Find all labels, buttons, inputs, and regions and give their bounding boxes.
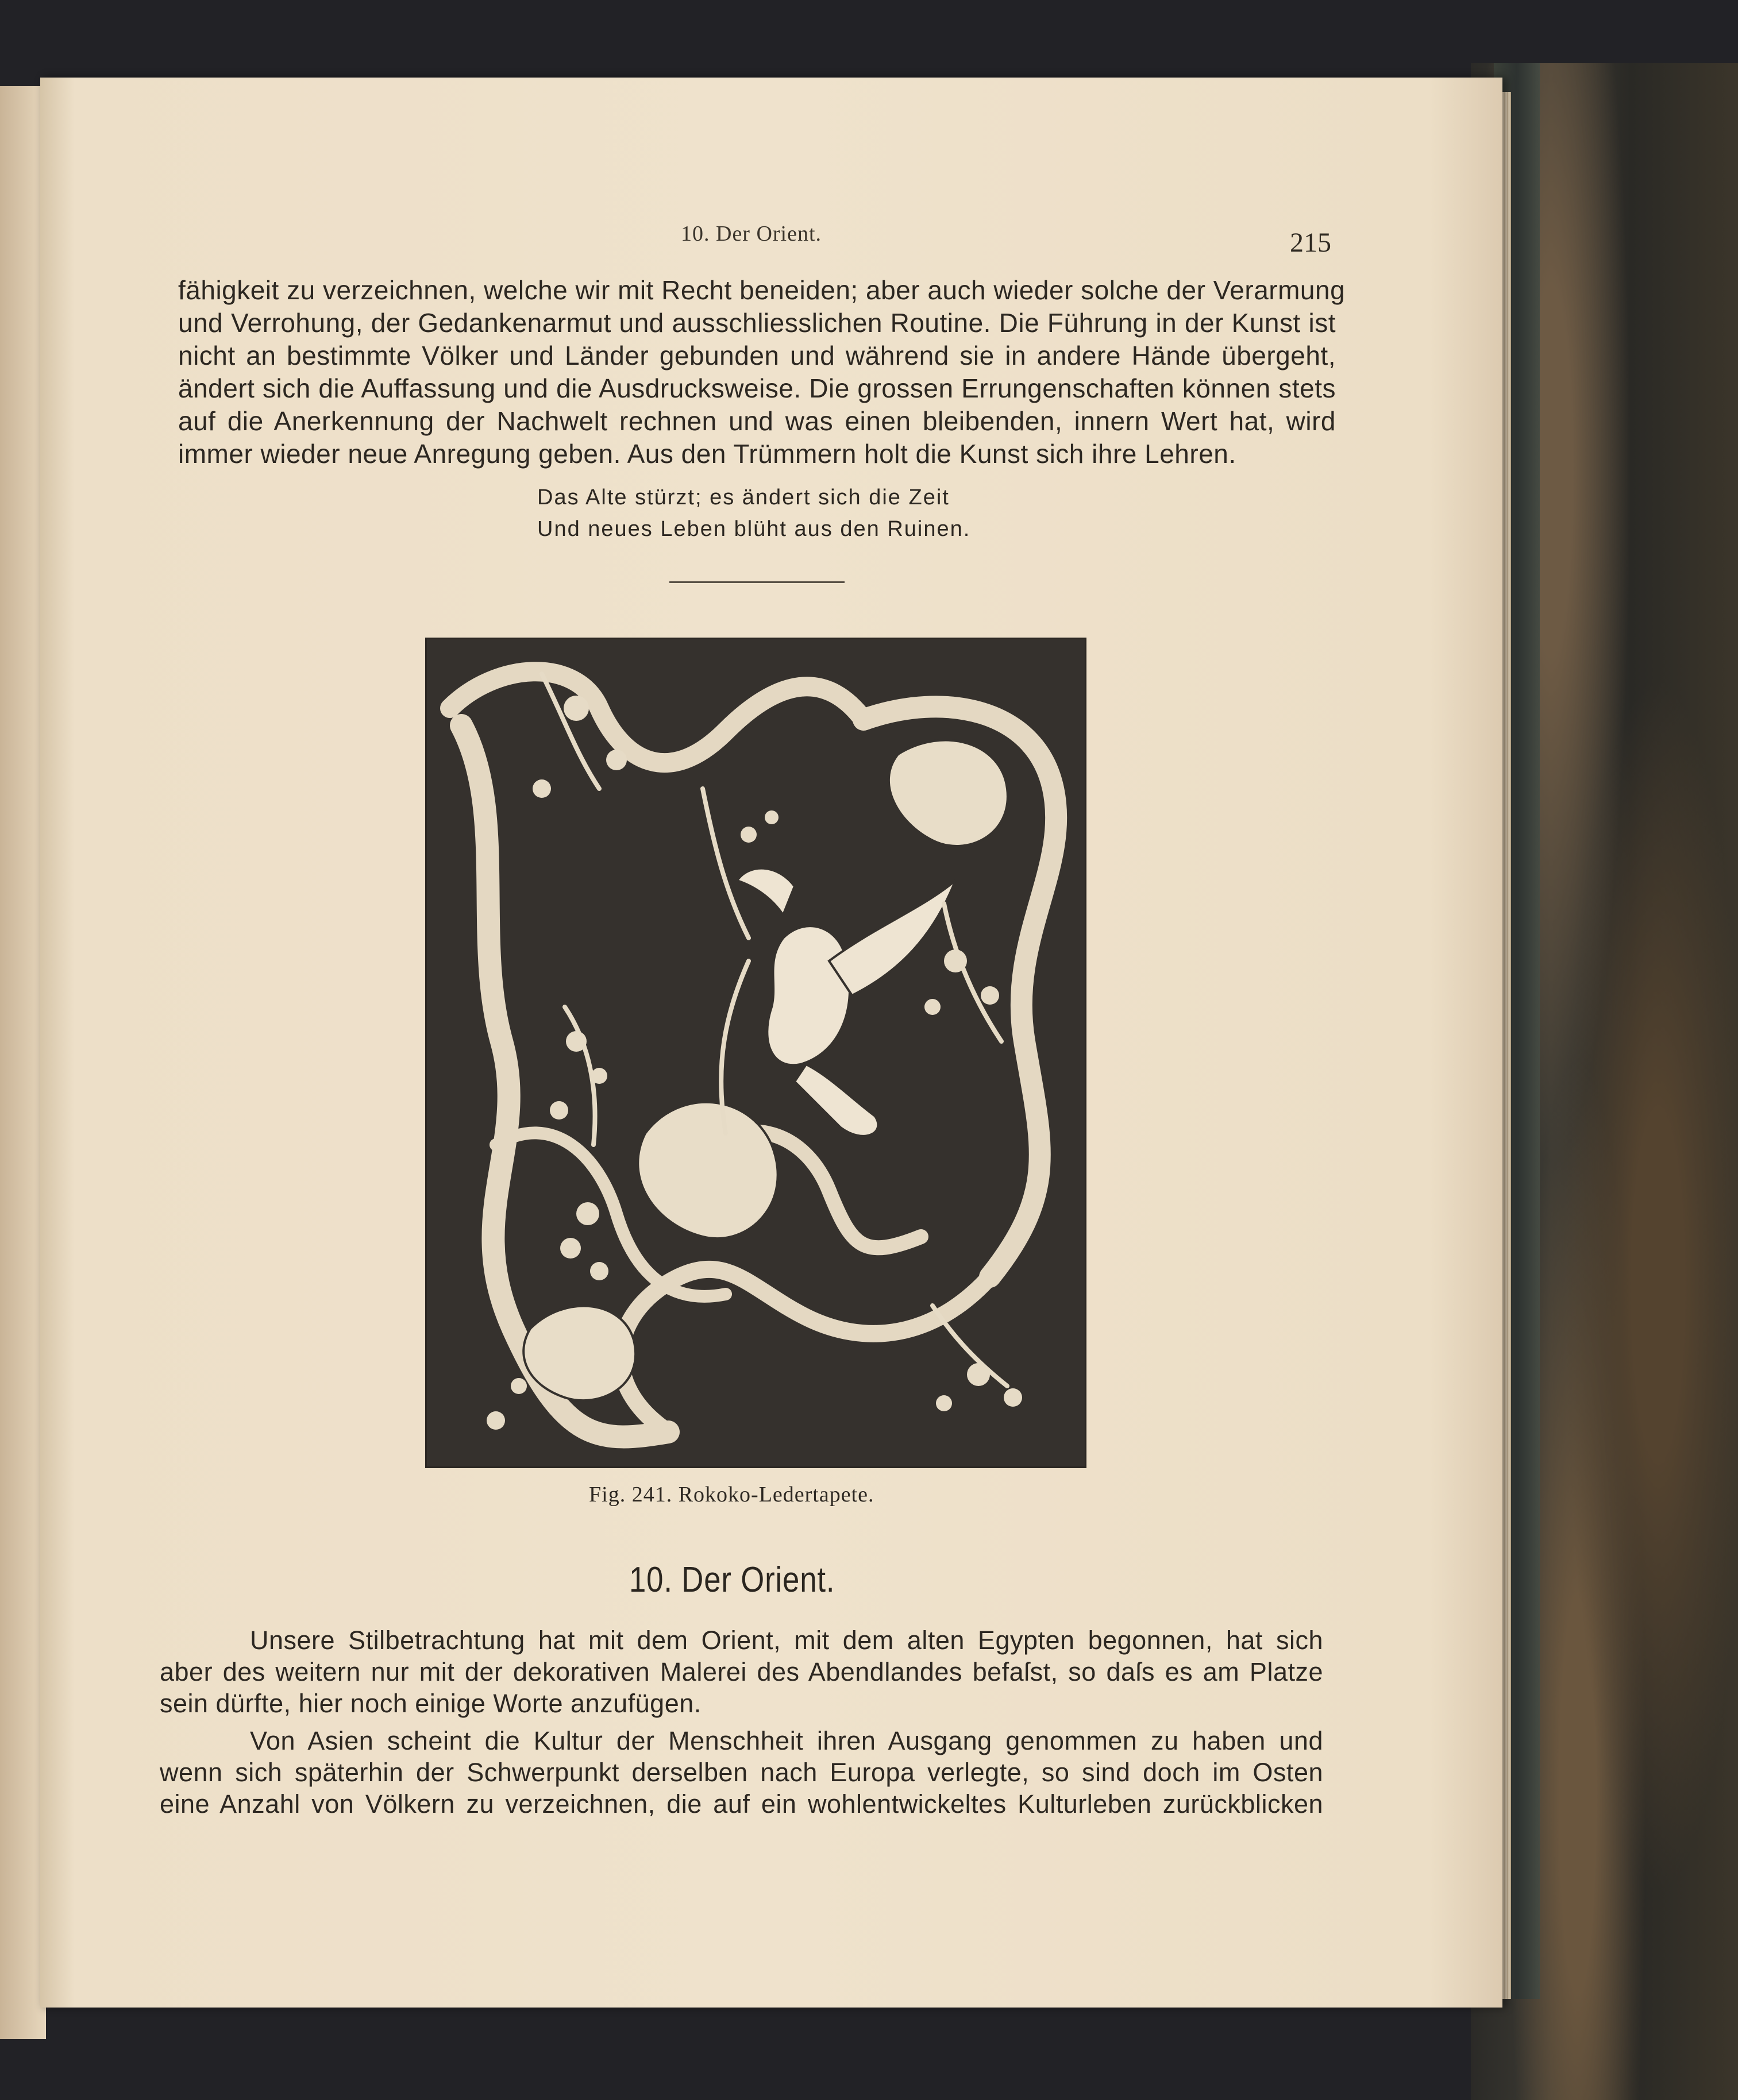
body-line: auf die Anerkennung der Nachwelt rechnen und was einen bleibenden, innern Wert hat, wird	[178, 406, 1336, 436]
paragraph-line: sein dürfte, hier noch einige Worte anzufügen.	[160, 1689, 702, 1718]
page-number: 215	[1290, 227, 1331, 258]
body-line: fähigkeit zu verzeichnen, welche wir mit Recht beneiden; aber auch wieder solche der Verarmung	[178, 275, 1346, 305]
body-line: ändert sich die Auffassung und die Ausdrucksweise. Die grossen Errungenschaften können stets	[178, 373, 1336, 403]
divider-rule	[669, 581, 845, 583]
body-line: immer wieder neue Anregung geben. Aus den Trümmern holt die Kunst sich ihre Lehren.	[178, 439, 1236, 469]
verse-line: Das Alte stürzt; es ändert sich die Zeit	[537, 485, 950, 509]
paragraph-line: aber des weitern nur mit der dekorativen Malerei des Abendlandes befaſst, so daſs es am Platze	[160, 1657, 1323, 1686]
body-line: nicht an bestimmte Völker und Länder gebunden und während sie in andere Hände übergeht,	[178, 341, 1336, 370]
body-line: und Verrohung, der Gedankenarmut und ausschliesslichen Routine. Die Führung in der Kunst ist	[178, 308, 1336, 338]
figure-rococo-leather-wallpaper	[425, 638, 1086, 1468]
paragraph-line: eine Anzahl von Völkern zu verzeichnen, die auf ein wohlentwickeltes Kulturleben zurückblicken	[160, 1789, 1323, 1819]
ornament-illustration	[427, 639, 1085, 1466]
paragraph-line: wenn sich späterhin der Schwerpunkt derselben nach Europa verlegte, so sind doch im Osten	[160, 1758, 1323, 1787]
verse-line: Und neues Leben blüht aus den Ruinen.	[537, 517, 971, 541]
paragraph-line: Von Asien scheint die Kultur der Menschheit ihren Ausgang genommen zu haben und	[250, 1726, 1323, 1755]
running-title: 10. Der Orient.	[681, 222, 822, 246]
section-title: 10. Der Orient.	[629, 1560, 835, 1600]
figure-caption: Fig. 241. Rokoko-Ledertapete.	[589, 1483, 874, 1507]
left-page-edge	[0, 86, 46, 2039]
paragraph-line: Unsere Stilbetrachtung hat mit dem Orient, mit dem alten Egypten begonnen, hat sich	[250, 1626, 1323, 1655]
